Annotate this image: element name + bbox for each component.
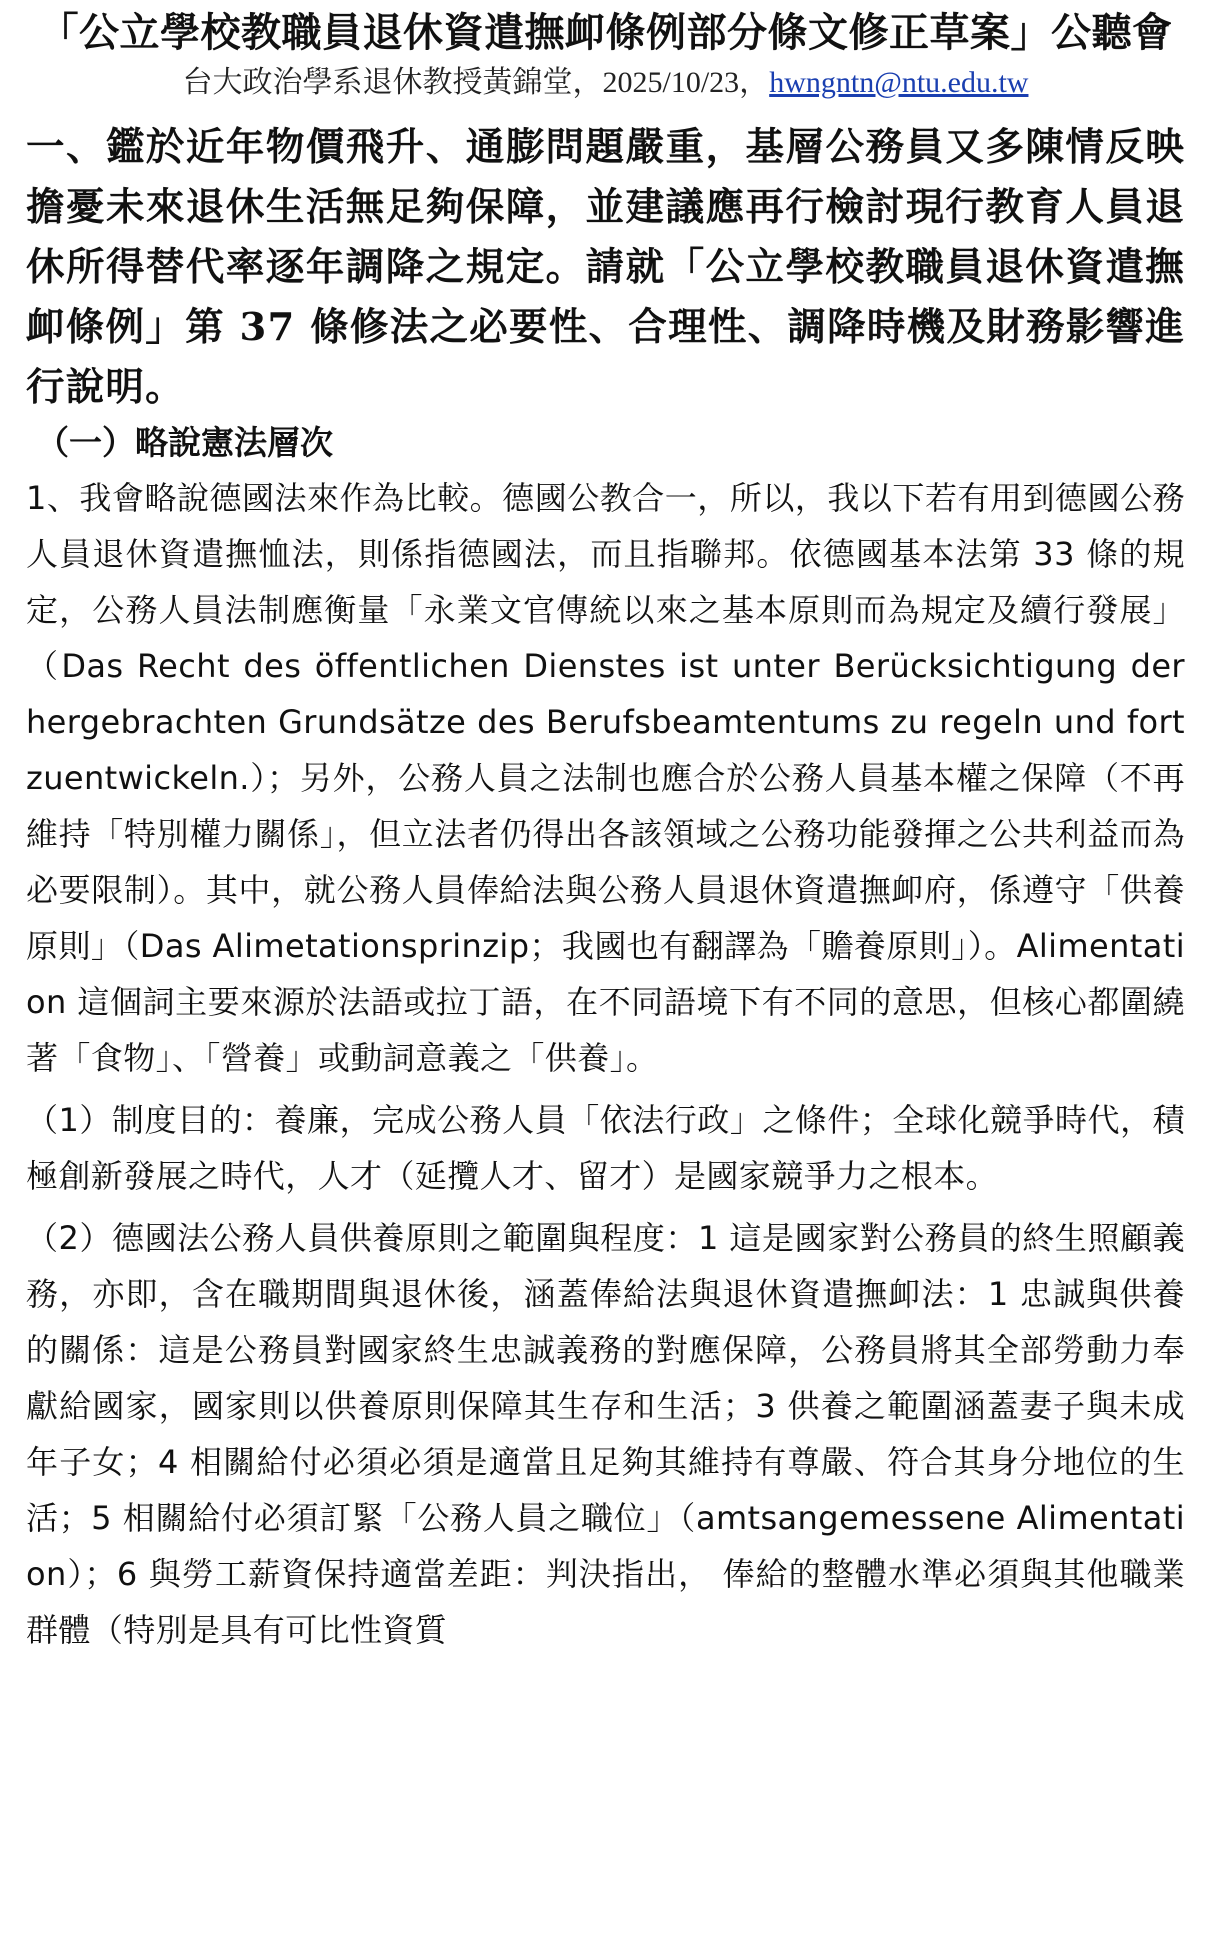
author-email-link[interactable]: hwngntn@ntu.edu.tw <box>769 66 1029 99</box>
document-title: 「公立學校教職員退休資遣撫卹條例部分條文修正草案」公聽會 <box>38 10 1173 56</box>
author-line <box>26 60 1185 106</box>
body-paragraph-2: （1）制度目的：養廉，完成公務人員「依法行政」之條件；全球化競爭時代，積極創新發展之時代，人才（延攬人才、留才）是國家競爭力之根本。 <box>26 1101 1185 1195</box>
author-info: 台大政治學系退休教授黃錦堂，2025/10/23， <box>182 66 770 99</box>
subsection-heading: （一）略說憲法層次 <box>36 423 333 462</box>
body-paragraph-1: 1、我會略說德國法來作為比較。德國公教合一，所以，我以下若有用到德國公務人員退休資遣撫恤法，則係指德國法，而且指聯邦。依德國基本法第 33 條的規定，公務人員法制應衡量「永業文官傳統以來之基本原則而為規定及續行發展」（Das Recht des öffentlichen Dienstes ist unter Berücksichtigung der hergebrachten Grundsätze des Berufsbeamtentums zu regeln und fortzuentwickeln.）；另外，公務人員之法制也應合於公務人員基本權之保障（不再維持「特別權力關係」，但立法者仍得出各該領域之公務功能發揮之公共利益而為必要限制）。其中，就公務人員俸給法與公務人員退休資遣撫卹府，係遵守「供養原則」（Das Alimetationsprinzip；我國也有翻譯為「贍養原則」）。Alimentation 這個詞主要來源於法語或拉丁語，在不同語境下有不同的意思，但核心都圍繞著「食物」、「營養」或動詞意義之「供養」。 <box>26 479 1185 1077</box>
section-heading: 一、鑑於近年物價飛升、通膨問題嚴重，基層公務員又多陳情反映擔憂未來退休生活無足夠保障，並建議應再行檢討現行教育人員退休所得替代率逐年調降之規定。請就「公立學校教職員退休資遣撫卹條例」第 37 條修法之必要性、合理性、調降時機及財務影響進行說明。 <box>26 125 1185 410</box>
body-paragraph-3: （2）德國法公務人員供養原則之範圍與程度：1 這是國家對公務員的終生照顧義務，亦即，含在職期間與退休後，涵蓋俸給法與退休資遣撫卹法：1 忠誠與供養的關係：這是公務員對國家終生忠誠義務的對應保障，公務員將其全部勞動力奉獻給國家，國家則以供養原則保障其生存和生活；3 供養之範圍涵蓋妻子與未成年子女；4 相關給付必須必須是適當且足夠其維持有尊嚴、符合其身分地位的生活；5 相關給付必須訂緊「公務人員之職位」（amtsangemessene Alimentation）；6 與勞工薪資保持適當差距：判決指出， 俸給的整體水準必須與其他職業群體（特別是具有可比性資質 <box>26 1219 1185 1649</box>
